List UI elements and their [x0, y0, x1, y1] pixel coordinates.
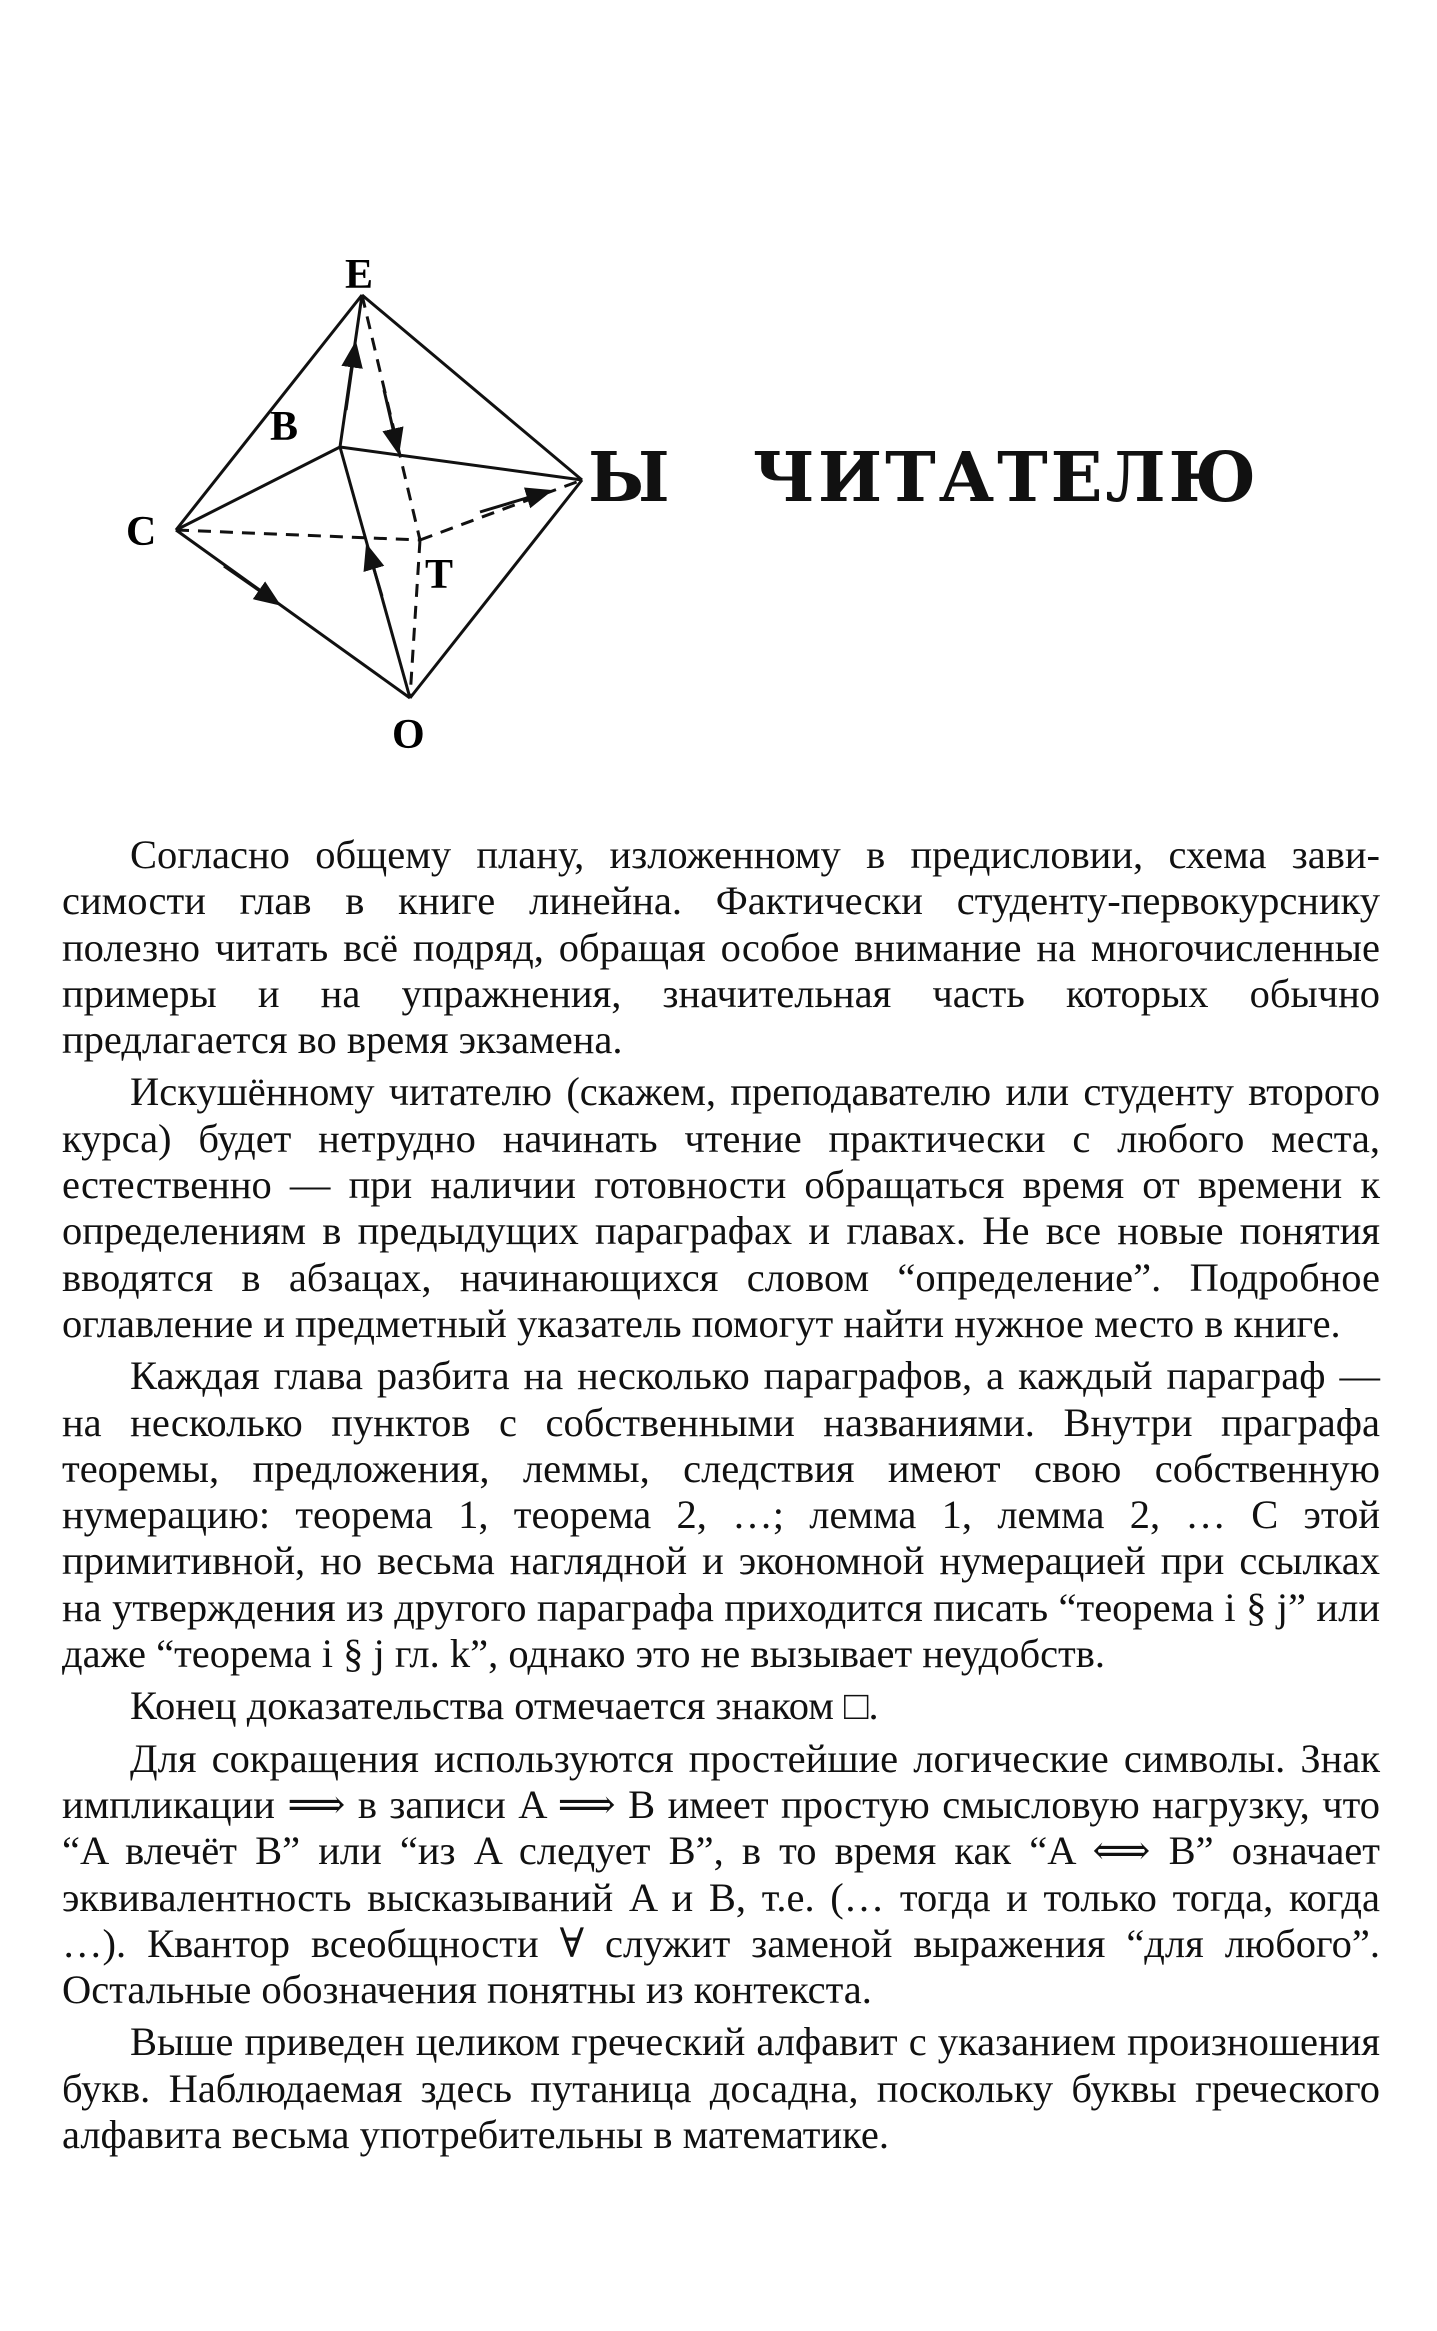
vertex-label-left: C — [126, 509, 157, 555]
solid-edges — [176, 295, 582, 698]
body-text — [62, 832, 1380, 2158]
paragraph-4: Конец доказательства отмечается знаком □. — [130, 1683, 879, 1729]
octahedron-figure — [120, 220, 600, 780]
vertex-label-top: E — [345, 252, 374, 298]
paragraph-5: Для сокращения используются простейшие логические символы. Знак импликации ⟹ в записи A ⟹ B имеет простую смысловую нагрузку, что “A влечёт B” или “из A следует B”, в то время как “A ⟺ B” означает эквивалентность высказываний A и B, т.е. (… тогда и только тогда, когда …). Квантор всеобщности ∀ служит заменой выражения “для любого”. Остальные обозначения понятны из контекста. — [62, 1735, 1380, 2013]
vertex-labels — [126, 252, 453, 758]
paragraph-1: Согласно общему плану, изложенному в предисловии, схема зависимости глав в книге линейна. Фактически студенту-первокурснику полезно читать всё подряд, обращая особое внимание на многочисленные примеры и на упражнения, значительная часть которых обычно предлагается во время экзамена. — [62, 832, 1380, 1063]
paragraph-2: Искушённому читателю (скажем, преподавателю или студенту второго курса) будет нетрудно начинать чтение практически с любого места, естественно — при наличии готовности обращаться время от времени к определениям в предыдущих параграфах и главах. Не все новые понятия вводятся в абзацах, начинающихся словом “определение”. Подробное оглавление и предметный указатель помогут найти нужное место в книге. — [62, 1069, 1380, 1346]
dashed-edges — [176, 295, 582, 698]
title-part-1: Ы — [588, 438, 673, 518]
direction-arrows — [224, 354, 540, 598]
paragraph-3: Каждая глава разбита на несколько параграфов, а каждый параграф — на несколько пунктов с собственными названиями. Внутри праграфа теоремы, предложения, леммы, следствия имеют свою собственную нумерацию: теорема 1, теорема 2, …; лемма 1, лемма 2, … С этой примитивной, но весьма наглядной и экономной нумерацией при ссылках на утверждения из другого параграфа приходится писать “теорема i § j” или даже “теорема i § j гл. k”, однако это не вызывает неудобств. — [62, 1353, 1380, 1677]
paragraph-6: Выше приведен целиком греческий алфавит с указанием произношения букв. Наблюдаемая здесь путаница досадна, поскольку буквы греческого алфавита весьма употребительны в математике. — [62, 2019, 1380, 2158]
vertex-label-back-left: B — [270, 404, 299, 450]
page-title — [588, 438, 1259, 518]
title-part-2: ЧИТАТЕЛЮ — [752, 438, 1260, 518]
vertex-label-center: T — [425, 552, 454, 598]
vertex-label-bottom: O — [392, 712, 425, 758]
